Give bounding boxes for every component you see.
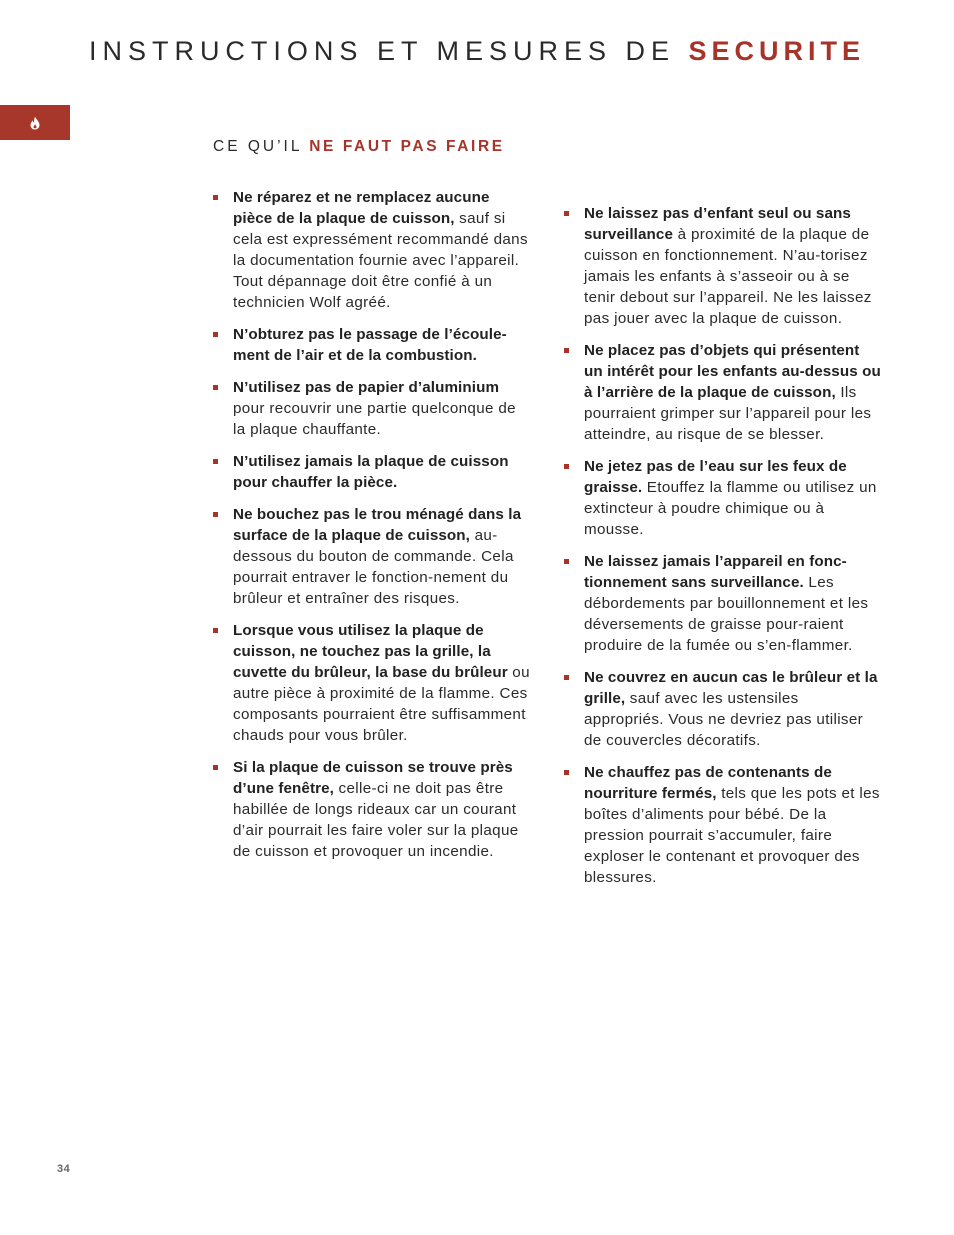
item-lead: Ne laissez pas d’enfant seul ou sans surveillance [584,205,851,243]
item-body: pour recouvrir une partie quelconque de la plaque chauffante. [233,400,516,438]
item-lead: Ne bouchez pas le trou ménagé dans la surface de la plaque de cuisson, [233,506,522,544]
list-item [564,762,882,888]
item-body: Ils pourraient grimper sur l’appareil pour les atteindre, au risque de se blesser. [584,384,872,443]
bullet-square-icon [564,559,569,564]
section-heading [213,138,505,156]
item-lead: Si la plaque de cuisson se trouve près d’une fenêtre, [233,759,513,797]
section-heading-accent: NE FAUT PAS FAIRE [309,138,505,155]
item-lead: Ne réparez et ne remplacez aucune pièce de la plaque de cuisson, [233,189,490,227]
list-item [213,324,531,366]
bullet-square-icon [213,628,218,633]
section-tab [0,105,70,140]
page-title-accent: SECURITE [688,36,866,66]
item-lead: N’utilisez pas de papier d’aluminium [233,379,500,396]
bullet-square-icon [564,464,569,469]
bullet-square-icon [213,332,218,337]
item-body: sauf avec les ustensiles appropriés. Vous ne devriez pas utiliser de couvercles décoratifs. [584,690,864,749]
bullet-square-icon [564,770,569,775]
bullet-square-icon [564,675,569,680]
list-item [564,456,882,540]
list-item [213,187,531,313]
bullet-square-icon [213,195,218,200]
item-body: ou autre pièce à proximité de la flamme. Ces composants pourraient être suffisamment chauds pour vous brûler. [233,664,530,744]
item-body: tels que les pots et les boîtes d’aliments pour bébé. De la pression pourrait s’accumuler, faire exploser le contenant et provoquer des blessures. [584,785,880,886]
left-column-list [213,187,531,873]
list-item [213,451,531,493]
item-lead: Lorsque vous utilisez la plaque de cuisson, ne touchez pas la grille, la cuvette du brûleur, la base du brûleur [233,622,508,681]
bullet-square-icon [213,512,218,517]
page-title-prefix: INSTRUCTIONS ET MESURES DE [88,36,675,66]
item-lead: Ne chauffez pas de contenants de nourriture fermés, [584,764,832,802]
section-heading-prefix: CE QU’IL [213,138,302,155]
item-lead: Ne laissez jamais l’appareil en fonc-tionnement sans surveillance. [584,553,847,591]
item-body: au-dessous du bouton de commande. Cela pourrait entraver le fonction-nement du brûleur et entraîner des risques. [233,527,514,607]
item-body: Etouffez la flamme ou utilisez un extincteur à poudre chimique ou à mousse. [584,479,877,538]
list-item [564,340,882,445]
item-body: sauf si cela est expressément recommandé dans la documentation fournie avec l’appareil. Tout dépannage doit être confié à un technicien Wolf agréé. [233,210,528,311]
item-body: à proximité de la plaque de cuisson en fonctionnement. N’au-torisez jamais les enfants à s’asseoir ou à se tenir debout sur l’appareil. Ne les laissez pas jouer avec la plaque de cuisson. [584,226,872,327]
flame-icon [29,116,41,130]
list-item [213,757,531,862]
page-title [0,36,954,67]
item-lead: Ne jetez pas de l’eau sur les feux de graisse. [584,458,847,496]
item-lead: Ne couvrez en aucun cas le brûleur et la grille, [584,669,878,707]
item-body: celle-ci ne doit pas être habillée de longs rideaux car un courant d’air pourrait les faire voler sur la plaque de cuisson et provoquer un incendie. [233,780,519,860]
right-column-list [564,203,882,899]
bullet-square-icon [213,765,218,770]
list-item [213,377,531,440]
item-lead: N’utilisez jamais la plaque de cuisson pour chauffer la pièce. [233,453,509,491]
item-body: Les débordements par bouillonnement et les déversements de graisse pour-raient produire de la fumée ou s’en-flammer. [584,574,869,654]
bullet-square-icon [564,348,569,353]
item-lead: N’obturez pas le passage de l’écoule-ment de l’air et de la combustion. [233,326,507,364]
list-item [564,203,882,329]
list-item [564,667,882,751]
page-number: 34 [57,1163,71,1175]
bullet-square-icon [213,459,218,464]
list-item [213,620,531,746]
list-item [213,504,531,609]
item-lead: Ne placez pas d’objets qui présentent un intérêt pour les enfants au-dessus ou à l’arrière de la plaque de cuisson, [584,342,881,401]
bullet-square-icon [564,211,569,216]
bullet-square-icon [213,385,218,390]
list-item [564,551,882,656]
